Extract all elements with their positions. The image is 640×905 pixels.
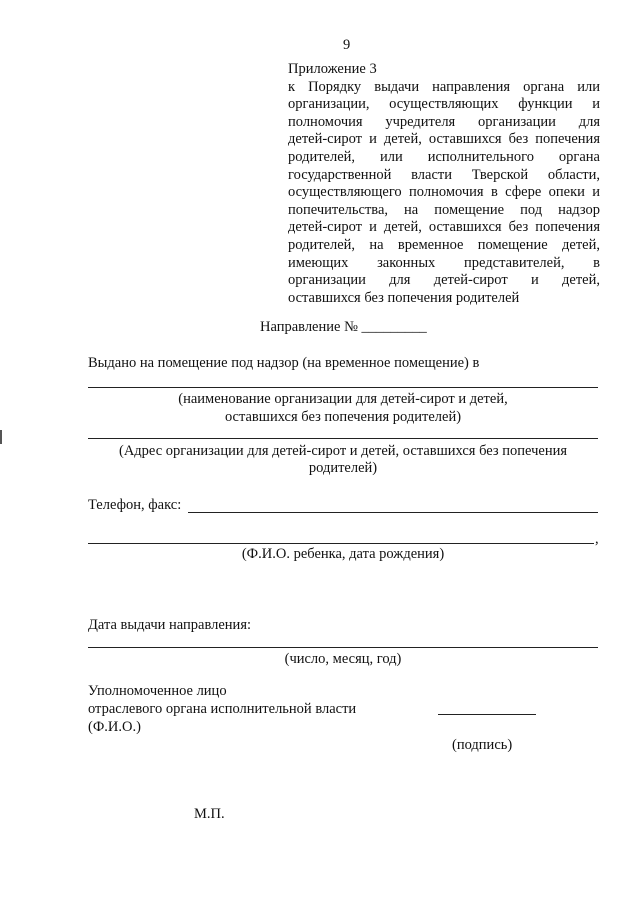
appendix-line: родителей, или исполнительного органа bbox=[288, 148, 600, 165]
organization-name-field[interactable] bbox=[88, 387, 598, 388]
phone-fax-field[interactable] bbox=[188, 512, 598, 513]
phone-fax-label: Телефон, факс: bbox=[88, 497, 182, 513]
appendix-line: к Порядку выдачи направления органа или bbox=[288, 78, 600, 95]
appendix-line: организации, осуществляющих функции и bbox=[288, 96, 600, 113]
issue-date-label: Дата выдачи направления: bbox=[88, 617, 252, 633]
trailing-comma: , bbox=[595, 531, 599, 547]
scan-edge-mark bbox=[0, 430, 2, 444]
organization-caption-1: (наименование организации для детей-сирот и детей, bbox=[178, 391, 508, 407]
appendix-line: государственной власти Тверской области, bbox=[288, 166, 600, 183]
appendix-line: полномочия учредителя организации для bbox=[288, 113, 600, 130]
form-title: Направление № _________ bbox=[260, 319, 427, 335]
official-line-3: (Ф.И.О.) bbox=[88, 719, 141, 735]
appendix-line: организации для детей-сирот и детей, bbox=[288, 272, 600, 289]
appendix-header bbox=[288, 61, 600, 307]
appendix-line: осуществляющего полномочия в сфере опеки и bbox=[288, 184, 600, 201]
child-caption: (Ф.И.О. ребенка, дата рождения) bbox=[241, 546, 445, 562]
official-line-1: Уполномоченное лицо bbox=[88, 683, 227, 699]
issued-line: Выдано на помещение под надзор (на временное помещение) в bbox=[88, 355, 480, 371]
organization-caption-2: оставшихся без попечения родителей) bbox=[224, 409, 462, 425]
appendix-line: детей-сирот и детей, оставшихся без попечения bbox=[288, 131, 600, 148]
appendix-line: оставшихся без попечения родителей bbox=[288, 289, 520, 306]
appendix-line: детей-сирот и детей, оставшихся без попечения bbox=[288, 219, 600, 236]
appendix-title: Приложение 3 bbox=[288, 61, 377, 77]
date-caption: (число, месяц, год) bbox=[284, 651, 402, 667]
appendix-line: родителей, на временное помещение детей, bbox=[288, 236, 600, 253]
address-caption-2: родителей) bbox=[308, 460, 378, 476]
signature-caption: (подпись) bbox=[452, 737, 513, 753]
organization-address-field[interactable] bbox=[88, 438, 598, 439]
stamp-place: М.П. bbox=[194, 806, 225, 822]
appendix-line: попечительства, на помещение под надзор bbox=[288, 201, 600, 218]
address-caption-1: (Адрес организации для детей-сирот и детей, оставшихся без попечения bbox=[118, 443, 568, 459]
signature-field[interactable] bbox=[438, 714, 536, 715]
official-line-2: отраслевого органа исполнительной власти bbox=[88, 701, 357, 717]
appendix-line: имеющих законных представителей, в bbox=[288, 254, 600, 271]
child-name-birthdate-field[interactable] bbox=[88, 543, 594, 544]
page-number: 9 bbox=[343, 37, 351, 53]
issue-date-field[interactable] bbox=[88, 647, 598, 648]
